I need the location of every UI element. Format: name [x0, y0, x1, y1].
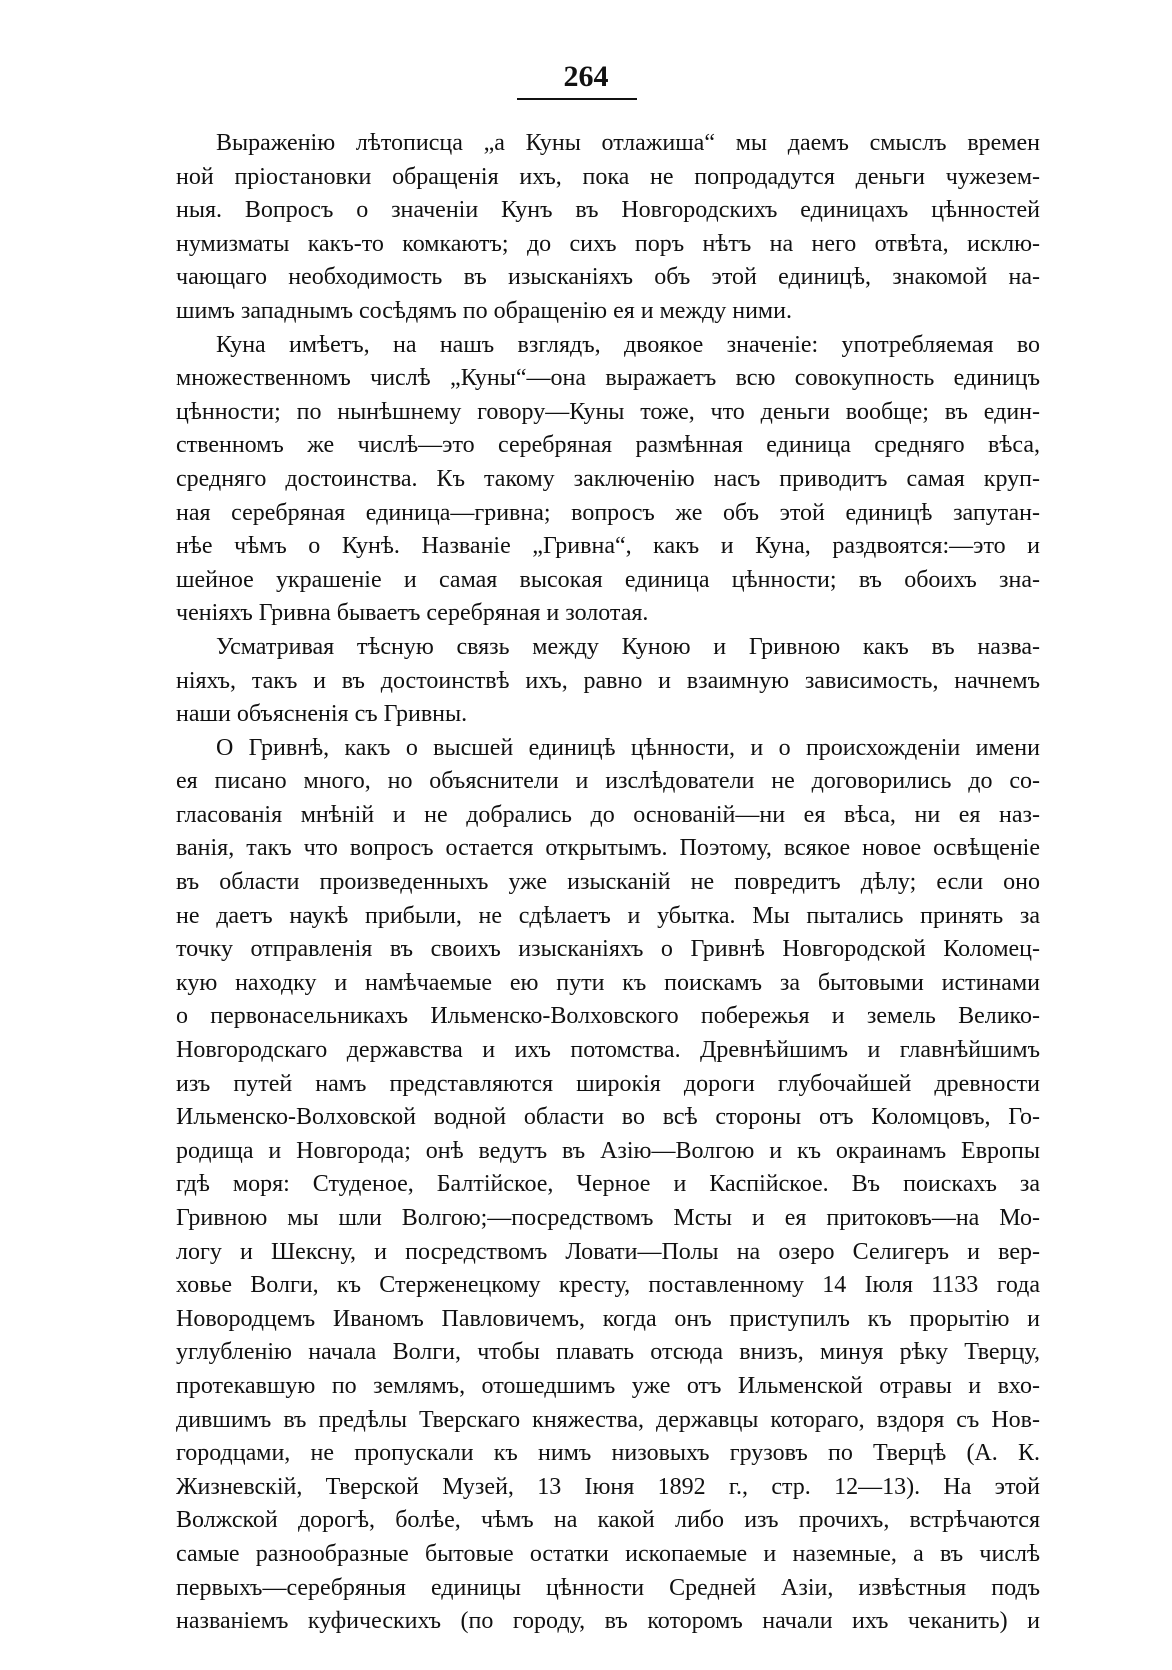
text-line: Ильменско-Волховской водной области во всѣ стороны отъ Коломцовъ, Го- — [176, 1104, 1040, 1131]
text-line: Усматривая тѣсную связь между Куною и Гривною какъ въ назва- — [216, 633, 1040, 660]
text-line: Гривною мы шли Волгою;—посредствомъ Мсты и ея притоковъ—на Мо- — [176, 1205, 1040, 1231]
text-line: ховье Волги, къ Стерженецкому кресту, поставленному 14 Іюля 1133 года — [176, 1272, 1040, 1299]
text-line: гласованія мнѣній и не добрались до основаній—ни ея вѣса, ни ея наз- — [176, 801, 1040, 828]
text-line: множественномъ числѣ „Куны“—она выражаетъ всю совокупность единицъ — [176, 365, 1040, 392]
paragraph — [176, 127, 1040, 329]
text-line: гдѣ моря: Студеное, Балтійское, Черное и Каспійское. Въ поискахъ за — [176, 1171, 1040, 1198]
text-line: не даетъ наукѣ прибыли, не сдѣлаетъ и убытка. Мы пытались принять за — [176, 902, 1040, 929]
text-line: ванія, такъ что вопросъ остается открытымъ. Поэтому, всякое новое освѣщеніе — [176, 835, 1040, 862]
text-line: названіемъ куфическихъ (по городу, въ которомъ начали ихъ чеканить) и — [176, 1608, 1040, 1635]
text-line: Новгородскаго державства и ихъ потомства. Древнѣйшимъ и главнѣйшимъ — [176, 1037, 1040, 1064]
document-body — [176, 127, 1040, 1639]
text-line: кую находку и намѣчаемые ею пути къ поискамъ за бытовыми истинами — [176, 969, 1040, 996]
text-line: точку отправленія въ своихъ изысканіяхъ о Гривнѣ Новгородской Коломец- — [176, 936, 1040, 963]
text-line: ченіяхъ Гривна бываетъ серебряная и золотая. — [176, 600, 649, 627]
text-line: логу и Шексну, и посредствомъ Ловати—Полы на озеро Селигеръ и вер- — [176, 1238, 1040, 1265]
text-line: Волжской дорогѣ, болѣе, чѣмъ на какой либо изъ прочихъ, встрѣчаются — [176, 1507, 1040, 1534]
text-line: Жизневскій, Тверской Музей, 13 Іюня 1892 г., стр. 12—13). На этой — [176, 1473, 1040, 1500]
text-line: углубленію начала Волги, чтобы плавать отсюда внизъ, минуя рѣку Тверцу, — [176, 1339, 1040, 1366]
text-line: родища и Новгорода; онѣ ведутъ въ Азію—Волгою и къ окраинамъ Европы — [176, 1137, 1040, 1164]
text-line: о первонасельникахъ Ильменско-Волховского побережья и земель Велико- — [176, 1003, 1040, 1030]
text-line: Новородцемъ Иваномъ Павловичемъ, когда онъ приступилъ къ прорытію и — [176, 1305, 1040, 1332]
paragraph — [176, 631, 1040, 732]
text-line: въ области произведенныхъ уже изысканій не повредитъ дѣлу; если оно — [176, 869, 1040, 896]
text-line: изъ путей намъ представляются широкія дороги глубочайшей древности — [176, 1070, 1040, 1097]
text-line: нѣе чѣмъ о Кунѣ. Названіе „Гривна“, какъ и Куна, раздвоятся:—это и — [176, 533, 1040, 560]
text-line: самые разнообразные бытовые остатки ископаемые и наземные, а въ числѣ — [176, 1540, 1040, 1567]
text-line: шейное украшеніе и самая высокая единица цѣнности; въ обоихъ зна- — [176, 566, 1040, 593]
text-line: ніяхъ, такъ и въ достоинствѣ ихъ, равно и взаимную зависимость, начнемъ — [176, 667, 1040, 694]
text-line: цѣнности; по нынѣшнему говору—Куны тоже, что деньги вообще; въ един- — [176, 398, 1040, 425]
text-line: ныя. Вопросъ о значеніи Кунъ въ Новгородскихъ единицахъ цѣнностей — [176, 197, 1040, 224]
text-line: первыхъ—серебряныя единицы цѣнности Средней Азіи, извѣстныя подъ — [176, 1574, 1040, 1601]
text-line: городцами, не пропускали къ нимъ низовыхъ грузовъ по Тверцѣ (А. К. — [176, 1440, 1040, 1467]
text-line: средняго достоинства. Къ такому заключенію насъ приводитъ самая круп- — [176, 465, 1040, 492]
page-number: 264 — [563, 60, 609, 93]
text-line: нумизматы какъ-то комкаютъ; до сихъ поръ нѣтъ на него отвѣта, исклю- — [176, 230, 1040, 257]
paragraph — [176, 732, 1040, 1639]
header-rule — [517, 98, 637, 100]
text-line: чающаго необходимость въ изысканіяхъ объ этой единицѣ, знакомой на- — [176, 264, 1040, 291]
paragraph — [176, 329, 1040, 631]
text-line: протекавшую по землямъ, отошедшимъ уже отъ Ильменской отравы и вхо- — [176, 1372, 1040, 1399]
text-line: ная серебряная единица—гривна; вопросъ же объ этой единицѣ запутан- — [176, 499, 1040, 526]
text-line: О Гривнѣ, какъ о высшей единицѣ цѣнности, и о происхожденіи имени — [216, 734, 1040, 761]
text-line: ственномъ же числѣ—это серебряная размѣнная единица средняго вѣса, — [176, 432, 1040, 459]
text-line: шимъ западнымъ сосѣдямъ по обращенію ея и между ними. — [176, 297, 792, 324]
text-line: наши объясненія съ Гривны. — [176, 701, 468, 728]
text-line: ной пріостановки обращенія ихъ, пока не попродадутся деньги чужезем- — [176, 163, 1040, 190]
text-line: ея писано много, но объяснители и изслѣдователи не договорились до со- — [176, 768, 1040, 795]
text-line: дившимъ въ предѣлы Тверскаго княжества, державцы котораго, вздоря съ Нов- — [176, 1406, 1040, 1433]
text-line: Куна имѣетъ, на нашъ взглядъ, двоякое значеніе: употребляемая во — [216, 331, 1040, 358]
text-line: Выраженію лѣтописца „а Куны отлажиша“ мы даемъ смыслъ времен — [216, 130, 1040, 156]
